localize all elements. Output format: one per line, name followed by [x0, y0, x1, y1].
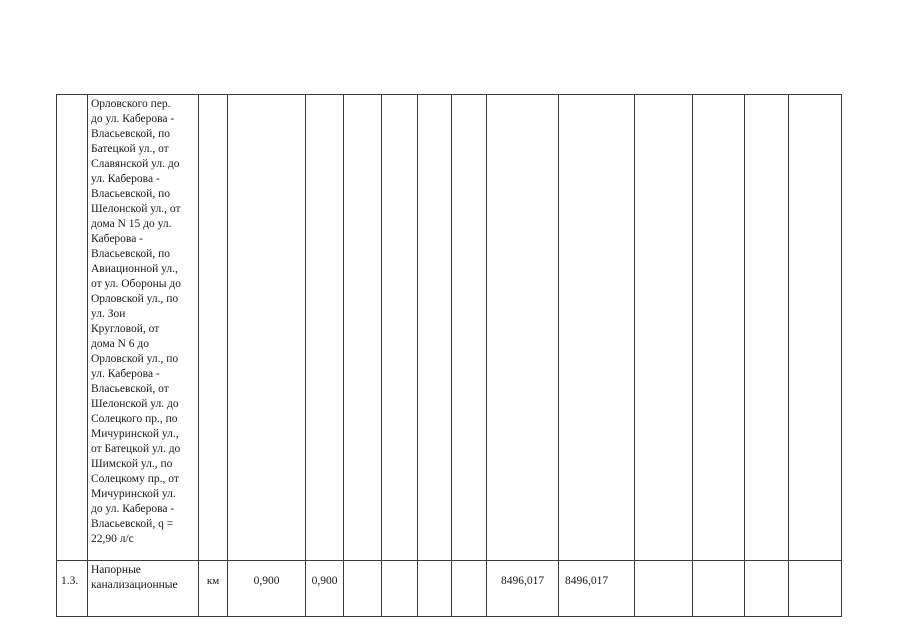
value-cell: 8496,017 — [487, 561, 559, 617]
empty-cell — [693, 561, 745, 617]
empty-cell — [306, 95, 344, 561]
empty-cell — [559, 95, 635, 561]
description-text: Орловского пер. до ул. Каберова - Власьевской, по Батецкой ул., от Славянской ул. до ул. Каберова - Власьевской, по Шелонской ул., от дома N 15 до ул. Каберова - Власьевской, по Авиационной ул., от ул. Обороны до Орловской ул., по ул. Зои Кругловой, от дома N 6 до Орловской ул., по ул. Каберова - Власьевской, от Шелонской ул. до Солецкого пр., по Мичуринской ул., от Батецкой ул. до Шимской ул., по Солецкому пр., от Мичуринской ул. до ул. Каберова - Власьевской, q = 22,90 л/с — [91, 98, 181, 545]
empty-cell — [745, 561, 789, 617]
empty-cell — [228, 95, 306, 561]
unit-cell: км — [199, 561, 228, 617]
document-table — [56, 94, 842, 617]
row-number-cell: 1.3. — [57, 561, 88, 617]
table-row — [57, 95, 842, 561]
empty-cell — [199, 95, 228, 561]
empty-cell — [789, 561, 842, 617]
empty-cell — [382, 95, 418, 561]
value-cell: 0,900 — [306, 561, 344, 617]
empty-cell — [418, 561, 452, 617]
description-text: Напорные канализационные — [91, 564, 178, 591]
table-row — [57, 561, 842, 617]
empty-cell — [789, 95, 842, 561]
empty-cell — [693, 95, 745, 561]
row-number-cell — [57, 95, 88, 561]
empty-cell — [452, 561, 487, 617]
empty-cell — [487, 95, 559, 561]
value-cell: 0,900 — [228, 561, 306, 617]
empty-cell — [418, 95, 452, 561]
empty-cell — [452, 95, 487, 561]
empty-cell — [344, 561, 382, 617]
description-cell — [88, 95, 199, 561]
empty-cell — [745, 95, 789, 561]
empty-cell — [344, 95, 382, 561]
empty-cell — [382, 561, 418, 617]
empty-cell — [635, 95, 693, 561]
description-cell — [88, 561, 199, 617]
empty-cell — [635, 561, 693, 617]
value-cell: 8496,017 — [559, 561, 635, 617]
